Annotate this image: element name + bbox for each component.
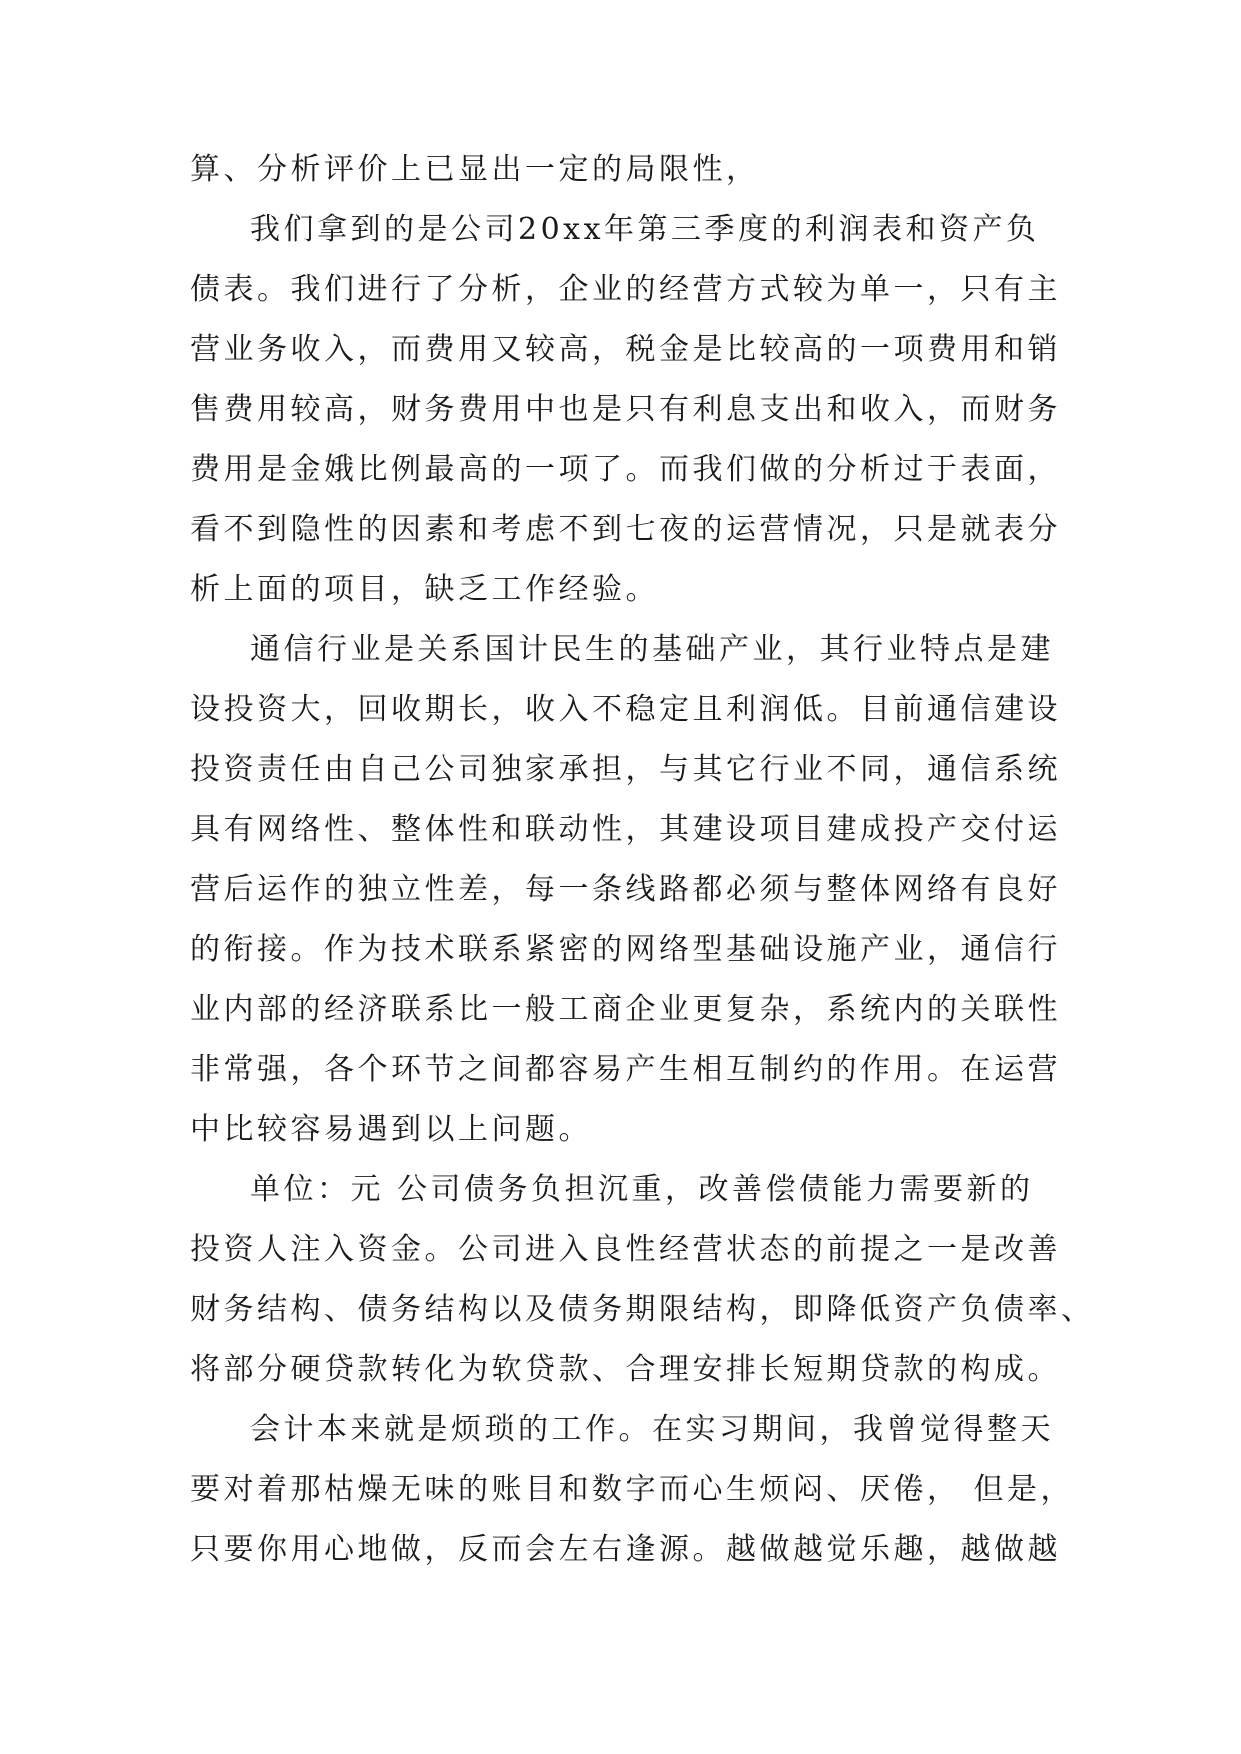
paragraph-start-line: 通信行业是关系国计民生的基础产业，其行业特点是建 [250, 632, 1054, 667]
text-line: 具有网络性、整体性和联动性，其建设项目建成投产交付运 [190, 812, 1061, 847]
text-line: 营业务收入，而费用又较高，税金是比较高的一项费用和销 [190, 332, 1061, 367]
text-line: 非常强，各个环节之间都容易产生相互制约的作用。在运营 [190, 1052, 1061, 1087]
text-line: 看不到隐性的因素和考虑不到七夜的运营情况，只是就表分 [190, 512, 1061, 547]
text-line: 财务结构、债务结构以及债务期限结构，即降低资产负债率、 [190, 1292, 1095, 1327]
text-line: 投资责任由自己公司独家承担，与其它行业不同，通信系统 [190, 752, 1061, 787]
text-line: 中比较容易遇到以上问题。 [190, 1112, 592, 1147]
text-line: 业内部的经济联系比一般工商企业更复杂，系统内的关联性 [190, 992, 1061, 1027]
text-line: 投资人注入资金。公司进入良性经营状态的前提之一是改善 [190, 1232, 1061, 1267]
text-line: 债表。我们进行了分析，企业的经营方式较为单一，只有主 [190, 272, 1061, 307]
text-line: 费用是金娥比例最高的一项了。而我们做的分析过于表面， [190, 452, 1061, 487]
text-line: 算、分析评价上已显出一定的局限性， [190, 152, 760, 187]
text-line: 的衔接。作为技术联系紧密的网络型基础设施产业，通信行 [190, 932, 1061, 967]
text-line: 设投资大，回收期长，收入不稳定且利润低。目前通信建设 [190, 692, 1061, 727]
text-line: 析上面的项目，缺乏工作经验。 [190, 572, 659, 607]
text-line: 营后运作的独立性差，每一条线路都必须与整体网络有良好 [190, 872, 1061, 907]
text-line: 只要你用心地做，反而会左右逢源。越做越觉乐趣，越做越 [190, 1532, 1061, 1567]
paragraph-start-line: 会计本来就是烦琐的工作。在实习期间，我曾觉得整天 [250, 1412, 1054, 1447]
text-line: 售费用较高，财务费用中也是只有利息支出和收入，而财务 [190, 392, 1061, 427]
text-line: 将部分硬贷款转化为软贷款、合理安排长短期贷款的构成。 [190, 1352, 1061, 1387]
paragraph-start-line: 我们拿到的是公司20xx年第三季度的利润表和资产负 [250, 212, 1040, 247]
paragraph-start-line: 单位：元 公司债务负担沉重，改善偿债能力需要新的 [250, 1172, 1034, 1207]
text-line: 要对着那枯燥无味的账目和数字而心生烦闷、厌倦， 但是， [190, 1472, 1075, 1507]
